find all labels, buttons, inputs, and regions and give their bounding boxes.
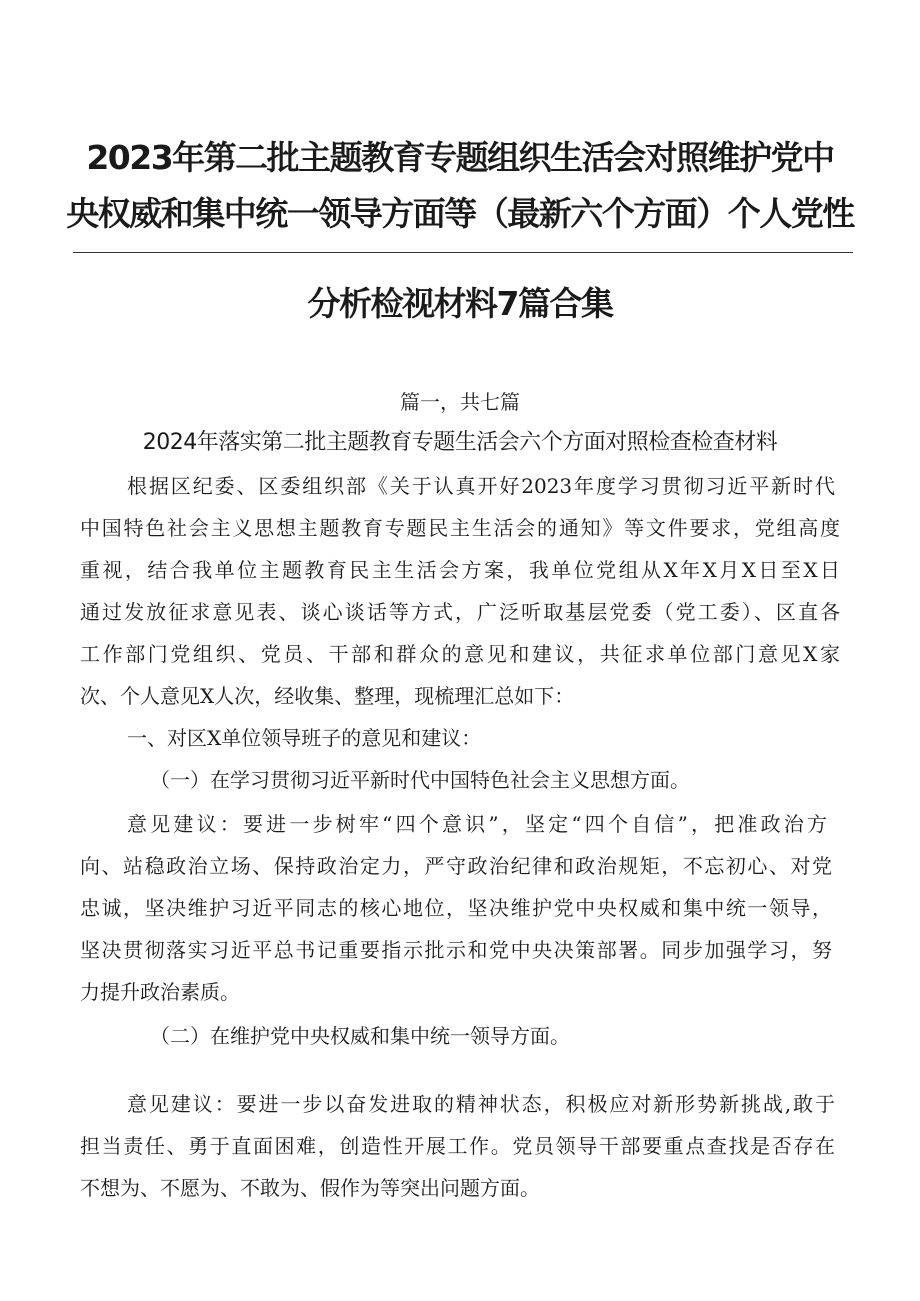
subsection-heading: （一）在学习贯彻习近平新时代中国特色社会主义思想方面。 bbox=[150, 768, 690, 792]
intro-line: 工作部门党组织、党员、干部和群众的意见和建议，共征求单位部门意见X家 bbox=[80, 642, 840, 666]
opinion-line: 坚决贯彻落实习近平总书记重要指示批示和党中央决策部署。同步加强学习，努 bbox=[80, 938, 832, 962]
document-title-line-1: 2023年第二批主题教育专题组织生活会对照维护党中 bbox=[86, 138, 834, 177]
intro-line: 根据区纪委、区委组织部《关于认真开好2023年度学习贯彻习近平新时代 bbox=[127, 474, 835, 498]
opinion-line: 担当责任、勇于直面困难，创造性开展工作。党员领导干部要重点查找是否存在 bbox=[80, 1134, 835, 1158]
document-title-line-3: 分析检视材料7篇合集 bbox=[307, 284, 613, 323]
section-heading: 一、对区X单位领导班子的意见和建议： bbox=[127, 726, 482, 750]
document-title-line-2: 央权威和集中统一领导方面等（最新六个方面）个人党性 bbox=[66, 194, 854, 233]
intro-line: 中国特色社会主义思想主题教育专题民主生活会的通知》等文件要求，党组高度 bbox=[80, 516, 840, 540]
subsection-heading: （二）在维护党中央权威和集中统一领导方面。 bbox=[150, 1024, 570, 1048]
opinion-line: 不想为、不愿为、不敢为、假作为等突出问题方面。 bbox=[80, 1176, 540, 1200]
opinion-line: 意见建议：要进一步树牢“四个意识”，坚定“四个自信”，把准政治方 bbox=[127, 812, 827, 836]
intro-line: 次、个人意见X人次，经收集、整理，现梳理汇总如下： bbox=[80, 684, 575, 708]
opinion-line: 忠诚，坚决维护习近平同志的核心地位，坚决维护党中央权威和集中统一领导， bbox=[80, 896, 832, 920]
section-label: 篇一，共七篇 bbox=[400, 390, 520, 414]
opinion-line: 向、站稳政治立场、保持政治定力，严守政治纪律和政治规矩，不忘初心、对党 bbox=[80, 854, 832, 878]
title-divider bbox=[73, 252, 853, 253]
opinion-line: 力提升政治素质。 bbox=[80, 980, 240, 1004]
opinion-line: 意见建议：要进一步以奋发进取的精神状态，积极应对新形势新挑战,敢于 bbox=[127, 1092, 835, 1116]
intro-line: 重视，结合我单位主题教育民主生活会方案，我单位党组从X年X月X日至X日 bbox=[80, 558, 840, 582]
article-title: 2024年落实第二批主题教育专题生活会六个方面对照检查检查材料 bbox=[142, 430, 778, 455]
intro-line: 通过发放征求意见表、谈心谈话等方式，广泛听取基层党委（党工委）、区直各 bbox=[80, 600, 840, 624]
